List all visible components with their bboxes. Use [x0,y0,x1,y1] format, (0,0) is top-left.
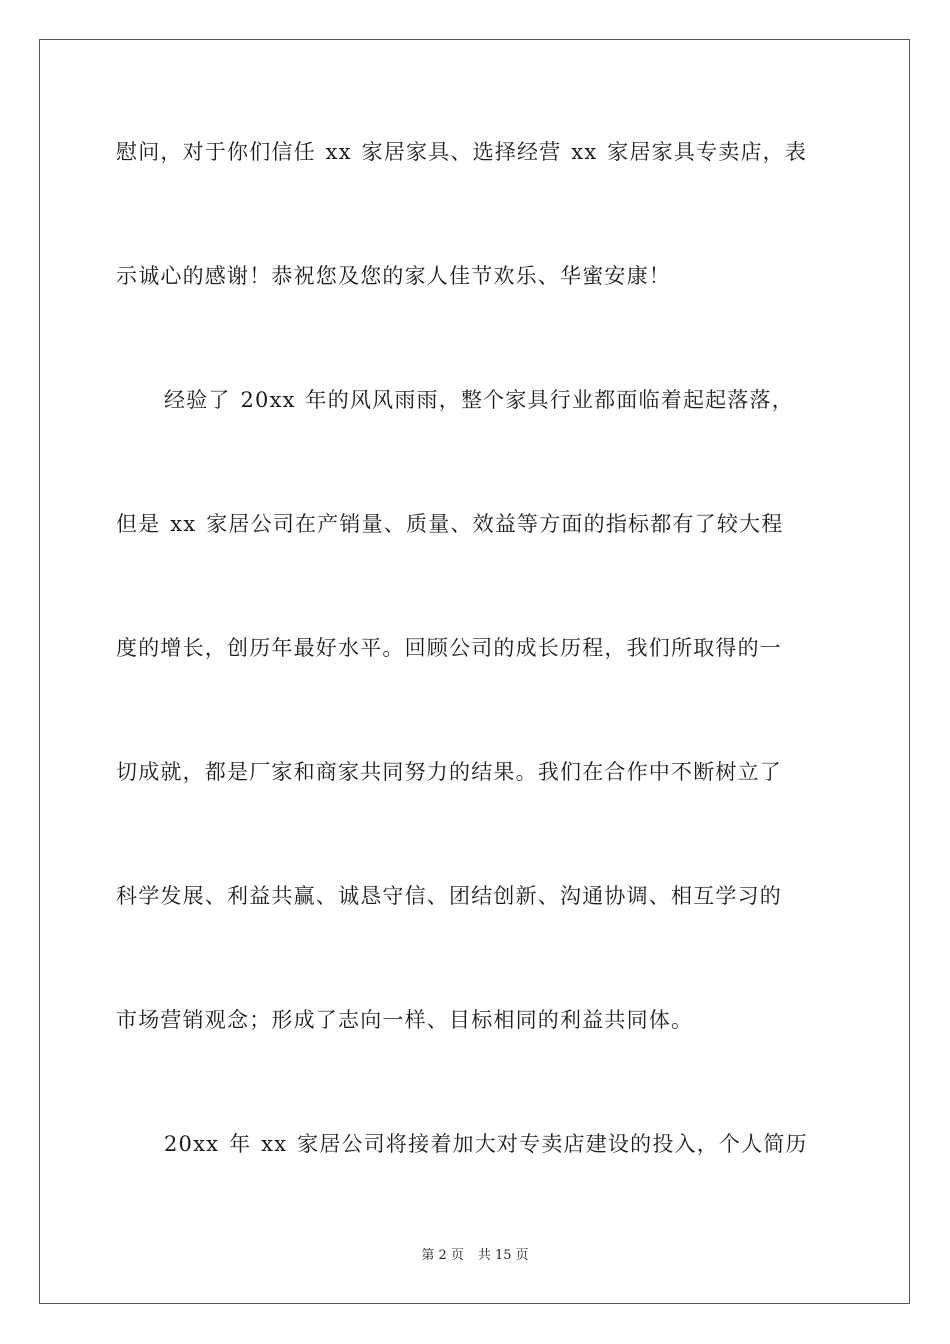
page-footer [0,1247,950,1265]
paragraph-line: 科学发展、利益共赢、诚恳守信、团结创新、沟通协调、相互学习的 [116,884,782,908]
paragraph-line: 经验了 20xx 年的风风雨雨，整个家具行业都面临着起起落落， [164,388,794,412]
page-border [39,39,910,1304]
paragraph-line: 示诚心的感谢！恭祝您及您的家人佳节欢乐、华蜜安康！ [116,264,671,288]
paragraph-line: 切成就，都是厂家和商家共同努力的结果。我们在合作中不断树立了 [116,760,782,784]
paragraph-line: 20xx 年 xx 家居公司将接着加大对专卖店建设的投入，个人简历 [164,1132,808,1156]
page-number: 第 2 页 [421,1248,464,1263]
paragraph-line: 市场营销观念；形成了志向一样、目标相同的利益共同体。 [116,1008,694,1032]
paragraph-line: 度的增长，创历年最好水平。回顾公司的成长历程，我们所取得的一 [116,636,782,660]
total-pages: 共 15 页 [477,1248,529,1263]
paragraph-line: 慰问，对于你们信任 xx 家居家具、选择经营 xx 家居家具专卖店，表 [116,140,808,164]
paragraph-line: 但是 xx 家居公司在产销量、质量、效益等方面的指标都有了较大程 [116,512,784,536]
